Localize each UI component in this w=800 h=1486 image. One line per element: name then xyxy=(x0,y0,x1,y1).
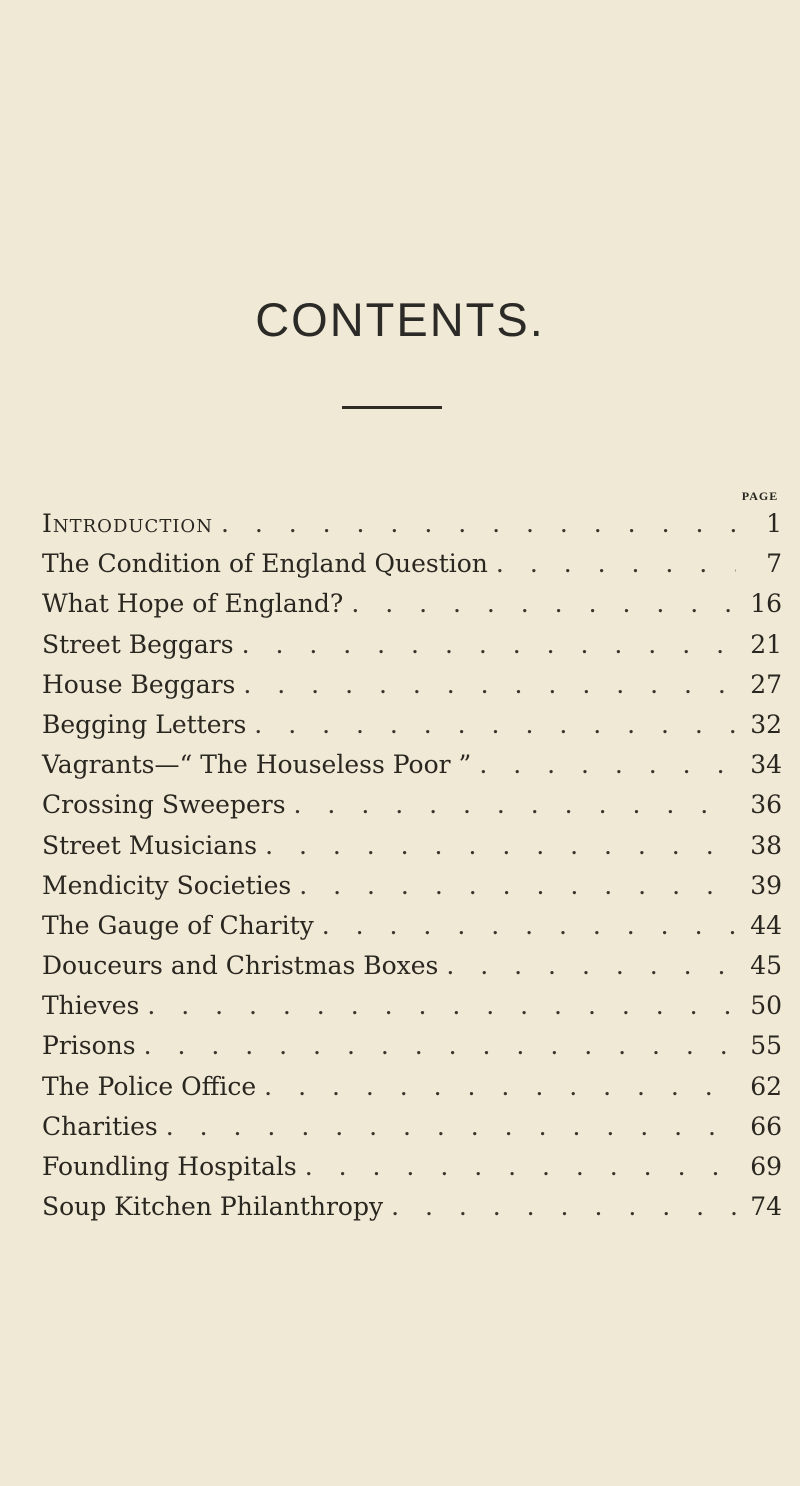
toc-entry-title: House Beggars xyxy=(42,669,236,699)
toc-entry-page: 36 xyxy=(750,790,782,820)
toc-entry-introduction[interactable] xyxy=(42,504,782,544)
dot-leader xyxy=(391,1187,736,1227)
toc-entry-page: 39 xyxy=(750,870,782,900)
dot-leader xyxy=(265,826,736,866)
toc-entry-title: Douceurs and Christmas Boxes xyxy=(42,951,439,981)
dot-leader xyxy=(242,625,736,665)
title-rule xyxy=(342,406,442,409)
toc-entry-page: 27 xyxy=(750,669,782,699)
dot-leader xyxy=(479,745,736,785)
toc-entry[interactable] xyxy=(42,1187,782,1227)
toc-entry-title: What Hope of England? xyxy=(42,589,344,619)
toc-entry-title: Begging Letters xyxy=(42,709,247,739)
toc-entry-title: Charities xyxy=(42,1111,158,1141)
toc-entry-page: 1 xyxy=(766,509,782,538)
toc-entry-title: Mendicity Societies xyxy=(42,870,292,900)
toc-entry-title: Soup Kitchen Philanthropy xyxy=(42,1192,384,1222)
toc-entry[interactable] xyxy=(42,866,782,906)
toc-entry[interactable] xyxy=(42,584,782,624)
toc-entry[interactable] xyxy=(42,745,782,785)
toc-entry-title: Prisons xyxy=(42,1031,136,1061)
toc-entry[interactable] xyxy=(42,705,782,745)
dot-leader xyxy=(305,1147,736,1187)
toc-entry-title: Thieves xyxy=(42,991,140,1021)
toc-entry-page: 38 xyxy=(750,830,782,860)
toc-entry[interactable] xyxy=(42,665,782,705)
toc-entry-page: 66 xyxy=(750,1111,782,1141)
dot-leader xyxy=(221,504,736,544)
page-title: CONTENTS. xyxy=(255,293,545,346)
toc-entry-title: The Condition of England Question xyxy=(42,549,488,579)
dot-leader xyxy=(264,1067,736,1107)
toc-entry-page: 21 xyxy=(750,629,782,659)
toc-entry-page: 32 xyxy=(750,709,782,739)
toc-entry-title: Introduction xyxy=(42,509,213,538)
toc-entry[interactable] xyxy=(42,946,782,986)
page-column-label: PAGE xyxy=(741,489,779,503)
toc-entry[interactable] xyxy=(42,986,782,1026)
toc-entry-page: 55 xyxy=(750,1031,782,1061)
toc-entry[interactable] xyxy=(42,625,782,665)
dot-leader xyxy=(166,1107,736,1147)
toc-entry-page: 45 xyxy=(750,951,782,981)
dot-leader xyxy=(299,866,736,906)
toc-entry[interactable] xyxy=(42,1067,782,1107)
dot-leader xyxy=(254,705,736,745)
toc-entry-page: 16 xyxy=(750,589,782,619)
toc-entry[interactable] xyxy=(42,906,782,946)
dot-leader xyxy=(322,906,736,946)
toc-entry-title: Street Beggars xyxy=(42,629,234,659)
toc-entry[interactable] xyxy=(42,1147,782,1187)
table-of-contents xyxy=(42,504,782,1227)
toc-entry[interactable] xyxy=(42,826,782,866)
toc-entry[interactable] xyxy=(42,785,782,825)
dot-leader xyxy=(144,1026,736,1066)
toc-entry-page: 44 xyxy=(750,910,782,940)
toc-entry[interactable] xyxy=(42,1026,782,1066)
dot-leader xyxy=(446,946,736,986)
toc-entry-title: Crossing Sweepers xyxy=(42,790,286,820)
toc-entry-title: Foundling Hospitals xyxy=(42,1152,297,1181)
dot-leader xyxy=(147,986,736,1026)
toc-entry-title: Vagrants—“ The Houseless Poor ” xyxy=(42,750,472,780)
dot-leader xyxy=(243,665,736,705)
toc-entry-page: 7 xyxy=(766,549,782,579)
toc-entry[interactable] xyxy=(42,1107,782,1147)
toc-entry-title: Street Musicians xyxy=(42,830,258,860)
dot-leader xyxy=(496,544,736,584)
toc-entry-title: The Police Office xyxy=(42,1071,257,1101)
toc-entry-title: The Gauge of Charity xyxy=(42,910,314,940)
toc-entry[interactable] xyxy=(42,544,782,584)
toc-entry-page: 62 xyxy=(750,1071,782,1101)
dot-leader xyxy=(351,584,736,624)
toc-entry-page: 50 xyxy=(750,991,782,1021)
dot-leader xyxy=(294,785,736,825)
toc-entry-page: 69 xyxy=(750,1152,782,1181)
toc-entry-page: 74 xyxy=(750,1192,782,1222)
toc-entry-page: 34 xyxy=(750,750,782,780)
